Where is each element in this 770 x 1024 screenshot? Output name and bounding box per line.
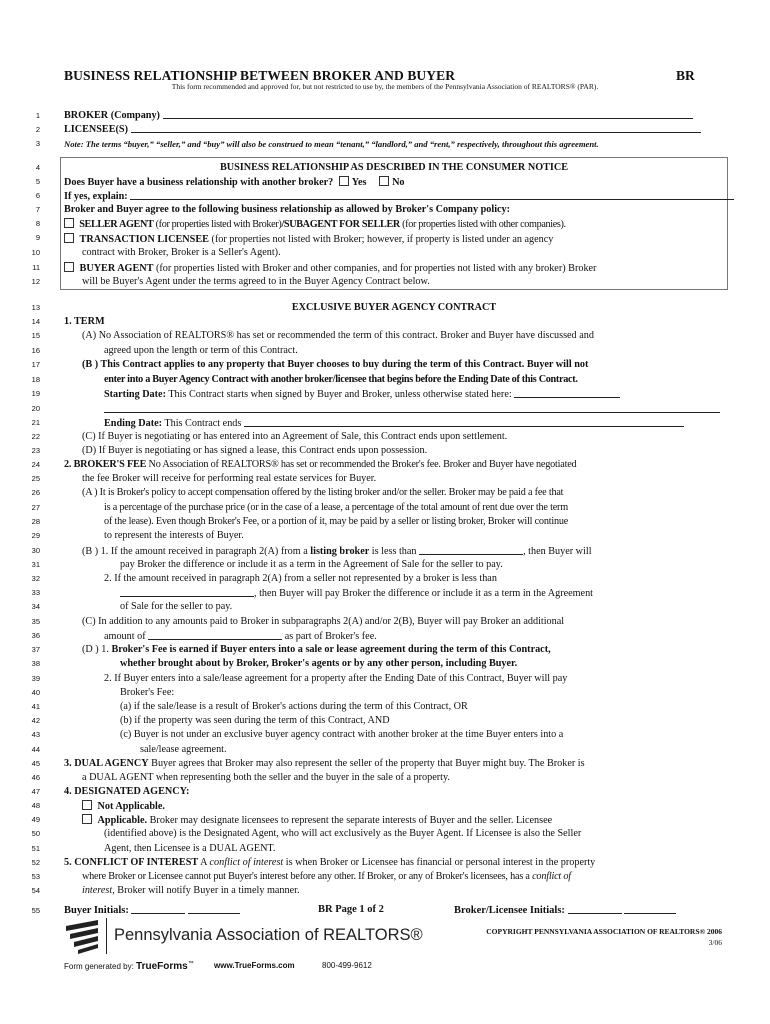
- applicable-text: Broker may designate licensees to represent the separate interests of Buyer and the seller. Licensee: [147, 815, 553, 826]
- terms-note: Note: The terms “buyer,” “seller,” and “buy” will also be construed to mean “tenant,” “landlord,” and “rent,” respectively, throughout this agreement.: [64, 139, 599, 149]
- line-number: 5: [35, 177, 40, 186]
- conflict-of-interest-term: conflict of interest: [209, 857, 284, 868]
- line-number: 31: [31, 560, 40, 569]
- term-d: (D) If Buyer is negotiating or has signed a lease, this Contract ends upon possession.: [82, 445, 428, 456]
- ending-date-field[interactable]: [244, 417, 684, 427]
- fee-a-line2: is a percentage of the purchase price (or in the case of a lease, a percentage of the total amount of rent due over the term: [104, 502, 568, 513]
- starting-date-field[interactable]: [514, 388, 620, 398]
- section-5-line2: [82, 871, 742, 883]
- line-number: 1: [35, 111, 40, 120]
- fee-b1-then: , then Buyer will: [523, 546, 592, 557]
- fee-d2-a: (a) if the sale/lease is a result of Broker's actions during the term of this Contract, OR: [120, 701, 468, 712]
- line-number: 39: [31, 674, 40, 683]
- seller-amount-field[interactable]: [120, 587, 254, 597]
- line-number: 27: [31, 503, 40, 512]
- fee-c-row: [104, 630, 764, 643]
- starting-date-text: This Contract starts when signed by Buyer and Broker, unless otherwise stated here:: [165, 389, 512, 400]
- line-number: 42: [31, 716, 40, 725]
- line-number: 14: [31, 317, 40, 326]
- term-a-line2: agreed upon the length or term of this Contract.: [104, 345, 298, 356]
- line-number: 43: [31, 730, 40, 739]
- starting-date-extra-field[interactable]: [104, 403, 720, 413]
- fee-c-text: as part of Broker's fee.: [282, 631, 377, 642]
- seller-agent-text: (for properties listed with Broker): [153, 219, 282, 230]
- applicable-line2: (identified above) is the Designated Agent, who will act exclusively as the Buyer Agent. If Licensee is also the Seller: [104, 828, 582, 839]
- line-number: 23: [31, 446, 40, 455]
- line-number: 18: [31, 375, 40, 384]
- line-number: 44: [31, 745, 40, 754]
- transaction-licensee-continued: contract with Broker, Broker is a Seller's Agent).: [82, 247, 281, 258]
- line-number: 49: [31, 815, 40, 824]
- line-number: 48: [31, 801, 40, 810]
- line-number: 6: [35, 191, 40, 200]
- trueforms-brand: TrueForms: [136, 961, 188, 972]
- subagent-text: (for properties listed with other companies).: [399, 219, 566, 230]
- line-number: 20: [31, 404, 40, 413]
- line-number: 22: [31, 432, 40, 441]
- section-3-text: Buyer agrees that Broker may also represent the seller of the property that Buyer might buy. The Broker is: [148, 758, 585, 769]
- section-5-line2-text: where Broker or Licensee cannot put Buyer's interest before any other. If Broker, or any of Broker's licensees, has a: [82, 871, 533, 882]
- fee-b2-text: , then Buyer will pay Broker the difference or include it as a term in the Agreement: [254, 588, 593, 599]
- form-code: BR: [676, 68, 695, 83]
- fee-a-line1: (A ) It is Broker's policy to accept compensation offered by the listing broker and/or the seller. Broker may be paid a fee that: [82, 487, 564, 498]
- term-a-line1: (A) No Association of REALTORS® has set or recommended the term of this contract. Broker and Buyer have discussed and: [82, 330, 594, 341]
- line-number: 35: [31, 617, 40, 626]
- seller-agent-checkbox[interactable]: [64, 218, 74, 228]
- line-number: 34: [31, 602, 40, 611]
- line-number: 36: [31, 631, 40, 640]
- line-number: 13: [31, 303, 40, 312]
- consumer-notice-heading: BUSINESS RELATIONSHIP AS DESCRIBED IN THE CONSUMER NOTICE: [219, 162, 569, 173]
- licensee-label: LICENSEE(S): [64, 124, 128, 135]
- buyer-agent-option: [64, 262, 724, 275]
- line-number: 33: [31, 588, 40, 597]
- line-number: 25: [31, 474, 40, 483]
- line-number: 46: [31, 773, 40, 782]
- buyer-initials-field-1[interactable]: [131, 904, 185, 914]
- line-number: 9: [35, 233, 40, 242]
- section-2-intro: [64, 459, 724, 471]
- generated-by: [64, 961, 194, 972]
- line-number: 29: [31, 531, 40, 540]
- line-number: 19: [31, 389, 40, 398]
- explain-row: [64, 190, 724, 203]
- section-3-title: 3. DUAL AGENCY: [64, 758, 149, 769]
- par-flag-icon: [64, 920, 100, 954]
- line-number: 54: [31, 886, 40, 895]
- section-2-text: No Association of REALTORS® has set or recommended the Broker's fee. Broker and Buyer have negotiated: [146, 459, 577, 470]
- section-5-line3: [82, 885, 742, 897]
- starting-date-label: Starting Date:: [104, 389, 166, 400]
- line-number: 2: [35, 125, 40, 134]
- par-logo: [60, 914, 423, 960]
- line-number: 41: [31, 702, 40, 711]
- line-number: 30: [31, 546, 40, 555]
- seller-agent-option: [64, 218, 724, 231]
- section-5-text: is when Broker or Licensee has financial or personal interest in the property: [283, 857, 596, 868]
- subagent-label: /SUBAGENT FOR SELLER: [281, 219, 400, 230]
- transaction-licensee-label: TRANSACTION LICENSEE: [79, 234, 209, 245]
- not-applicable-checkbox[interactable]: [82, 800, 92, 810]
- broker-initials-field-1[interactable]: [568, 904, 622, 914]
- line-number: 3: [35, 139, 40, 148]
- fee-d2-b: (b) if the property was seen during the term of this Contract, AND: [120, 715, 390, 726]
- revision-date: 3/06: [708, 938, 722, 947]
- conflict-of-term: conflict of: [532, 871, 571, 882]
- buyer-initials-label: Buyer Initials:: [64, 905, 129, 916]
- term-b-line1: (B ) This Contract applies to any property that Buyer chooses to buy during the term of this Contract. Buyer will not: [82, 359, 589, 370]
- explain-label: If yes, explain:: [64, 191, 128, 202]
- section-3-intro: [64, 758, 724, 770]
- line-number: 4: [35, 163, 40, 172]
- yes-label: Yes: [351, 177, 367, 188]
- no-checkbox[interactable]: [379, 176, 389, 186]
- line-number: 52: [31, 858, 40, 867]
- line-number: 40: [31, 688, 40, 697]
- broker-label: BROKER (Company): [64, 110, 160, 121]
- section-2-line2: the fee Broker will receive for performing real estate services for Buyer.: [82, 473, 377, 484]
- not-applicable-label: Not Applicable.: [97, 801, 165, 812]
- applicable-line3: Agent, then Licensee is a DUAL AGENT.: [104, 843, 276, 854]
- line-number: 32: [31, 574, 40, 583]
- licensee-field[interactable]: [131, 123, 701, 133]
- fee-d2-c-continued: sale/lease agreement.: [140, 744, 227, 755]
- transaction-licensee-text: (for properties not listed with Broker; however, if property is listed under an agency: [208, 234, 554, 245]
- generated-by-label: Form generated by:: [64, 962, 134, 971]
- line-number: 16: [31, 346, 40, 355]
- fee-b2-line3: of Sale for the seller to pay.: [120, 601, 233, 612]
- fee-a-line3: of the lease). Even though Broker's Fee, or a portion of it, may be paid by a seller or listing broker, Broker will continue: [104, 516, 569, 527]
- section-5-line3-text: , Broker will notify Buyer in a timely manner.: [112, 885, 300, 896]
- broker-row: [64, 109, 724, 122]
- line-number: 24: [31, 460, 40, 469]
- fee-c-line1: (C) In addition to any amounts paid to Broker in subparagraphs 2(A) and/or 2(B), Buyer will pay Broker an additional: [82, 616, 565, 627]
- starting-date-row: [104, 388, 764, 401]
- logo-divider: [106, 918, 107, 954]
- line-number: 11: [32, 263, 40, 272]
- applicable-label: Applicable.: [97, 815, 148, 826]
- term-c: (C) If Buyer is negotiating or has entered into an Agreement of Sale, this Contract ends upon settlement.: [82, 431, 508, 442]
- trademark-symbol: ™: [187, 961, 194, 967]
- buyer-agent-text: (for properties listed with Broker and other companies, and for properties not listed with any broker) Broker: [153, 263, 597, 274]
- fee-b1-line2: pay Broker the difference or include it as a term in the Agreement of Sale for the seller to pay.: [120, 559, 503, 570]
- applicable-checkbox[interactable]: [82, 814, 92, 824]
- ending-date-label: Ending Date:: [104, 418, 163, 429]
- applicable-option: [82, 814, 742, 827]
- line-number: 28: [31, 517, 40, 526]
- section-2-title: 2. BROKER'S FEE: [64, 459, 147, 470]
- buyer-agent-label: BUYER AGENT: [79, 263, 154, 274]
- relationship-question-row: [64, 176, 724, 189]
- fee-d1-num: (D ) 1.: [82, 644, 112, 655]
- par-logo-text: Pennsylvania Association of REALTORS®: [114, 926, 423, 944]
- section-3-line2: a DUAL AGENT when representing both the seller and the buyer in the sale of a property.: [82, 772, 450, 783]
- fee-b1-text: (B ) 1. If the amount received in paragraph 2(A) from a: [82, 546, 311, 557]
- yes-checkbox[interactable]: [339, 176, 349, 186]
- interest-term: interest: [82, 885, 113, 896]
- trueforms-website[interactable]: www.TrueForms.com: [214, 961, 295, 970]
- page-title: BUSINESS RELATIONSHIP BETWEEN BROKER AND BUYER: [64, 68, 456, 83]
- transaction-licensee-option: [64, 233, 724, 246]
- buyer-initials-field-2[interactable]: [188, 904, 240, 914]
- line-number: 15: [31, 331, 40, 340]
- fee-d2-c: (c) Buyer is not under an exclusive buyer agency contract with another broker at the time Buyer enters into a: [120, 729, 564, 740]
- seller-agent-label: SELLER AGENT: [79, 219, 154, 230]
- listing-broker-label: listing broker: [310, 546, 370, 557]
- section-1-title: 1. TERM: [64, 316, 105, 327]
- broker-company-field[interactable]: [163, 109, 693, 119]
- agreement-statement: Broker and Buyer agree to the following business relationship as allowed by Broker's Company policy:: [64, 204, 511, 215]
- line-number: 45: [31, 759, 40, 768]
- line-number: 21: [31, 418, 40, 427]
- section-5-a: A: [198, 857, 210, 868]
- fee-b2-line1: 2. If the amount received in paragraph 2(A) from a seller not represented by a broker is less than: [104, 573, 497, 584]
- licensee-row: [64, 123, 724, 136]
- line-number: 12: [31, 277, 40, 286]
- fee-d2-line1: 2. If Buyer enters into a sale/lease agreement for a property after the Ending Date of this Contract, Buyer will pay: [104, 673, 568, 684]
- copyright-notice: COPYRIGHT PENNSYLVANIA ASSOCIATION OF REALTORS® 2006: [486, 927, 722, 936]
- line-number: 17: [31, 360, 40, 369]
- line-number: 55: [31, 906, 40, 915]
- ending-date-row: [104, 417, 764, 430]
- buyer-agent-checkbox[interactable]: [64, 262, 74, 272]
- additional-amount-field[interactable]: [148, 630, 282, 640]
- form-subtitle: This form recommended and approved for, but not restricted to use by, the members of the Pennsylvania Association of REALTORS® (PAR).: [171, 82, 599, 91]
- section-5-title: 5. CONFLICT OF INTEREST: [64, 857, 199, 868]
- buyer-agent-continued: will be Buyer's Agent under the terms agreed to in the Buyer Agency Contract below.: [82, 276, 430, 287]
- fee-c-amount-label: amount of: [104, 631, 146, 642]
- no-label: No: [392, 177, 405, 188]
- trueforms-phone: 800-499-9612: [322, 961, 372, 970]
- contract-heading: EXCLUSIVE BUYER AGENCY CONTRACT: [291, 302, 497, 313]
- line-number: 47: [31, 787, 40, 796]
- fee-b1-less: is less than: [369, 546, 417, 557]
- line-number: 38: [31, 659, 40, 668]
- explain-field[interactable]: [130, 190, 734, 200]
- line-number: 26: [31, 488, 40, 497]
- fee-a-line4: to represent the interests of Buyer.: [104, 530, 244, 541]
- fee-d2-line2: Broker's Fee:: [120, 687, 175, 698]
- broker-initials-row: [454, 904, 676, 916]
- fee-b2-row: [120, 587, 770, 600]
- not-applicable-option: [82, 800, 742, 813]
- line-number: 10: [31, 248, 40, 257]
- fee-d1-text: Broker's Fee is earned if Buyer enters into a sale or lease agreement during the term of this Contract,: [111, 644, 551, 655]
- line-number: 50: [31, 829, 40, 838]
- fee-d1-line2: whether brought about by Broker, Broker's agents or by any other person, including Buyer.: [120, 658, 518, 669]
- ending-date-text: This Contract ends: [162, 418, 242, 429]
- section-5-intro: [64, 857, 724, 869]
- page-number: BR Page 1 of 2: [318, 904, 384, 915]
- broker-initials-field-2[interactable]: [624, 904, 676, 914]
- line-number: 53: [31, 872, 40, 881]
- fee-b1-row: [82, 545, 742, 558]
- relationship-question: Does Buyer have a business relationship with another broker?: [64, 177, 334, 188]
- line-number: 51: [31, 844, 40, 853]
- starting-date-extra-row: [104, 403, 764, 416]
- broker-initials-label: Broker/Licensee Initials:: [454, 905, 565, 916]
- line-number: 7: [35, 205, 40, 214]
- section-4-title: 4. DESIGNATED AGENCY:: [64, 786, 190, 797]
- transaction-licensee-checkbox[interactable]: [64, 233, 74, 243]
- line-number: 8: [35, 219, 40, 228]
- fee-d1-row: [82, 644, 742, 656]
- listing-broker-amount-field[interactable]: [419, 545, 523, 555]
- line-number: 37: [31, 645, 40, 654]
- term-b-line2: enter into a Buyer Agency Contract with another broker/licensee that begins before the Ending Date of this Contract.: [104, 374, 578, 385]
